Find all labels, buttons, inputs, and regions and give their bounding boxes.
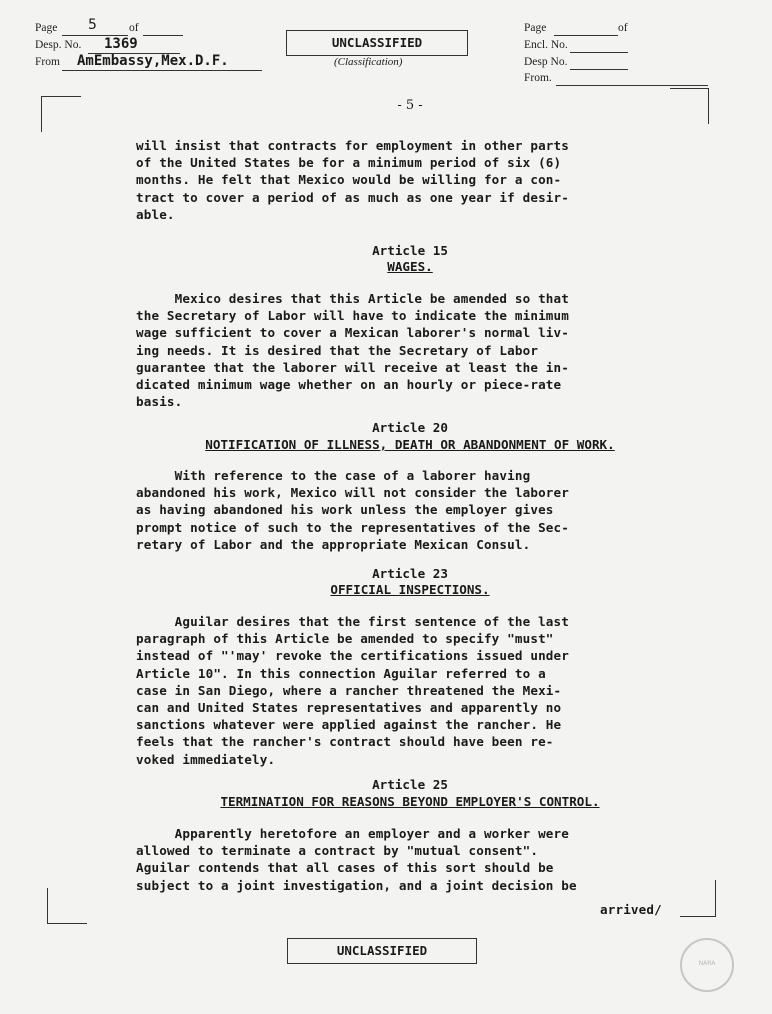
classification-label-bottom: UNCLASSIFIED — [336, 943, 428, 958]
page-marker: - 5 - — [397, 98, 423, 113]
article-23-title: OFFICIAL INSPECTIONS. — [330, 582, 490, 597]
article-25-number: Article 25 — [372, 777, 448, 792]
right-page-label: Page — [524, 22, 547, 34]
page-number-value: 5 — [88, 17, 97, 33]
archive-stamp — [680, 938, 734, 992]
right-of-label: of — [618, 22, 628, 34]
article-25-title: TERMINATION FOR REASONS BEYOND EMPLOYER'S CONTROL. — [220, 794, 600, 809]
page-label: Page — [35, 22, 58, 34]
article-20-number: Article 20 — [372, 420, 448, 435]
article-15-number: Article 15 — [372, 243, 448, 258]
page-of-label: of — [129, 22, 139, 34]
article-20-paragraph: With reference to the case of a laborer having abandoned his work, Mexico will not consider the laborer as having abandoned his work unless the employer gives prompt notice of such to the representatives of the Sec- retary of Labor and the appropriate Mexican Consul. — [136, 468, 569, 552]
article-25-paragraph: Apparently heretofore an employer and a worker were allowed to terminate a contract by "mutual consent". Aguilar contends that all cases of this sort should be subject to a joint investigation, and a joint decision be — [136, 826, 577, 893]
intro-paragraph: will insist that contracts for employment in other parts of the United States be for a minimum period of six (6) months. He felt that Mexico would be willing for a con- tract to cover a period of as much as one year if desir- able. — [136, 138, 569, 222]
classification-label-top: UNCLASSIFIED — [331, 35, 423, 50]
classification-box-bottom — [287, 938, 477, 964]
classification-caption: (Classification) — [334, 56, 403, 68]
article-20-title: NOTIFICATION OF ILLNESS, DEATH OR ABANDONMENT OF WORK. — [205, 437, 615, 452]
despatch-number-label: Desp. No. — [35, 39, 82, 51]
right-despatch-label: Desp No. — [524, 56, 568, 68]
right-from-label: From. — [524, 72, 552, 84]
from-label: From — [35, 56, 60, 68]
classification-box-top — [286, 30, 468, 56]
archive-stamp-text: NARA — [698, 960, 716, 967]
article-15-title: WAGES. — [387, 259, 433, 274]
from-value: AmEmbassy,Mex.D.F. — [77, 53, 229, 69]
article-15-paragraph: Mexico desires that this Article be amended so that the Secretary of Labor will have to indicate the minimum wage sufficient to cover a Mexican laborer's normal liv- ing needs. It is desired that the Secretary of Labor guarantee that the laborer will receive at least the in- dicated minimum wage whether on an hourly or piece-rate basis. — [136, 291, 569, 410]
article-23-number: Article 23 — [372, 566, 448, 581]
enclosure-label: Encl. No. — [524, 39, 568, 51]
article-23-paragraph: Aguilar desires that the first sentence of the last paragraph of this Article be amended to specify "must" instead of "'may' revoke the certifications issued under Article 10". In this connection Aguilar referred to a case in San Diego, where a rancher threatened the Mexi- can and United States representatives and apparently no sanctions whatever were applied against the rancher. He feels that the rancher's contract should have been re- voked immediately. — [136, 614, 569, 767]
despatch-number-value: 1369 — [104, 36, 138, 52]
catchword: arrived/ — [600, 902, 662, 917]
